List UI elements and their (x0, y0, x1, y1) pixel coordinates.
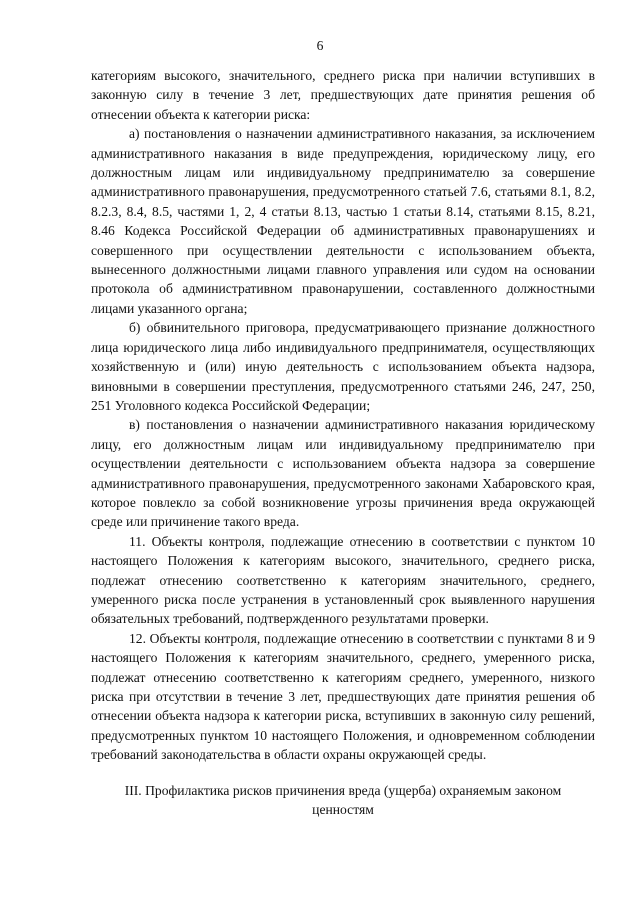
paragraph-risk-categories-continuation: категориям высокого, значительного, среднего риска при наличии вступивших в законную силу в течение 3 лет, предшествующих дате принятия решения об отнесении объекта к категории риска: (91, 68, 595, 122)
section-heading: III. Профилактика рисков причинения вреда (ущерба) охраняемым законом ценностям (124, 782, 562, 818)
paragraph-item-b: б) обвинительного приговора, предусматривающего признание должностного лица юридического лица либо индивидуального предпринимателя, осуществляющих хозяйственную и (или) иную деятельность с использованием объекта надзора, виновными в совершении преступления, предусмотренного статьями 246, 247, 250, 251 Уголовного кодекса Российской Федерации; (91, 320, 595, 413)
paragraph-clause-11: 11. Объекты контроля, подлежащие отнесению в соответствии с пунктом 10 настоящего Положения к категориям высокого, значительного, среднего риска, подлежат отнесению соответственно к категориям значительного, среднего, умеренного риска после устранения в установленный срок выявленного нарушения обязательных требований, подтвержденного результатами проверки. (91, 533, 595, 627)
page-number: 6 (316, 38, 324, 53)
document-body (91, 66, 595, 819)
paragraph-clause-12: 12. Объекты контроля, подлежащие отнесению в соответствии с пунктами 8 и 9 настоящего Положения к категориям значительного, среднего, умеренного риска, подлежат отнесению соответственно к категориям среднего, умеренного, низкого риска при отсутствии в течение 3 лет, предшествующих дате принятия решения об отнесении объекта надзора к категории риска, вступивших в законную силу решений, предусмотренных пунктом 10 настоящего Положения, и одновременном соблюдении требований законодательства в области охраны окружающей среды. (91, 630, 595, 763)
paragraph-item-v: в) постановления о назначении административного наказания юридическому лицу, его должностным лицам или индивидуальному предпринимателю при осуществлении деятельности с использованием объекта надзора за совершение административного правонарушения, предусмотренного законами Хабаровского края, которое повлекло за собой возникновение угрозы причинения вреда окружающей среде или причинение такого вреда. (91, 417, 595, 530)
paragraph-item-a: а) постановления о назначении административного наказания, за исключением административного наказания в виде предупреждения, юридическому лицу, его должностным лицам или индивидуальному предпринимателю за совершение административного правонарушения, предусмотренного статьей 7.6, статьями 8.1, 8.2, 8.2.3, 8.4, 8.5, частями 1, 2, 4 статьи 8.13, частью 1 статьи 8.14, статьями 8.15, 8.21, 8.46 Кодекса Российской Федерации об административных правонарушениях и совершенного при осуществлении деятельности с использованием объекта, вынесенного должностными лицами главного управления или судом на основании протокола об административном правонарушении, составленного должностными лицами указанного органа; (91, 126, 595, 316)
